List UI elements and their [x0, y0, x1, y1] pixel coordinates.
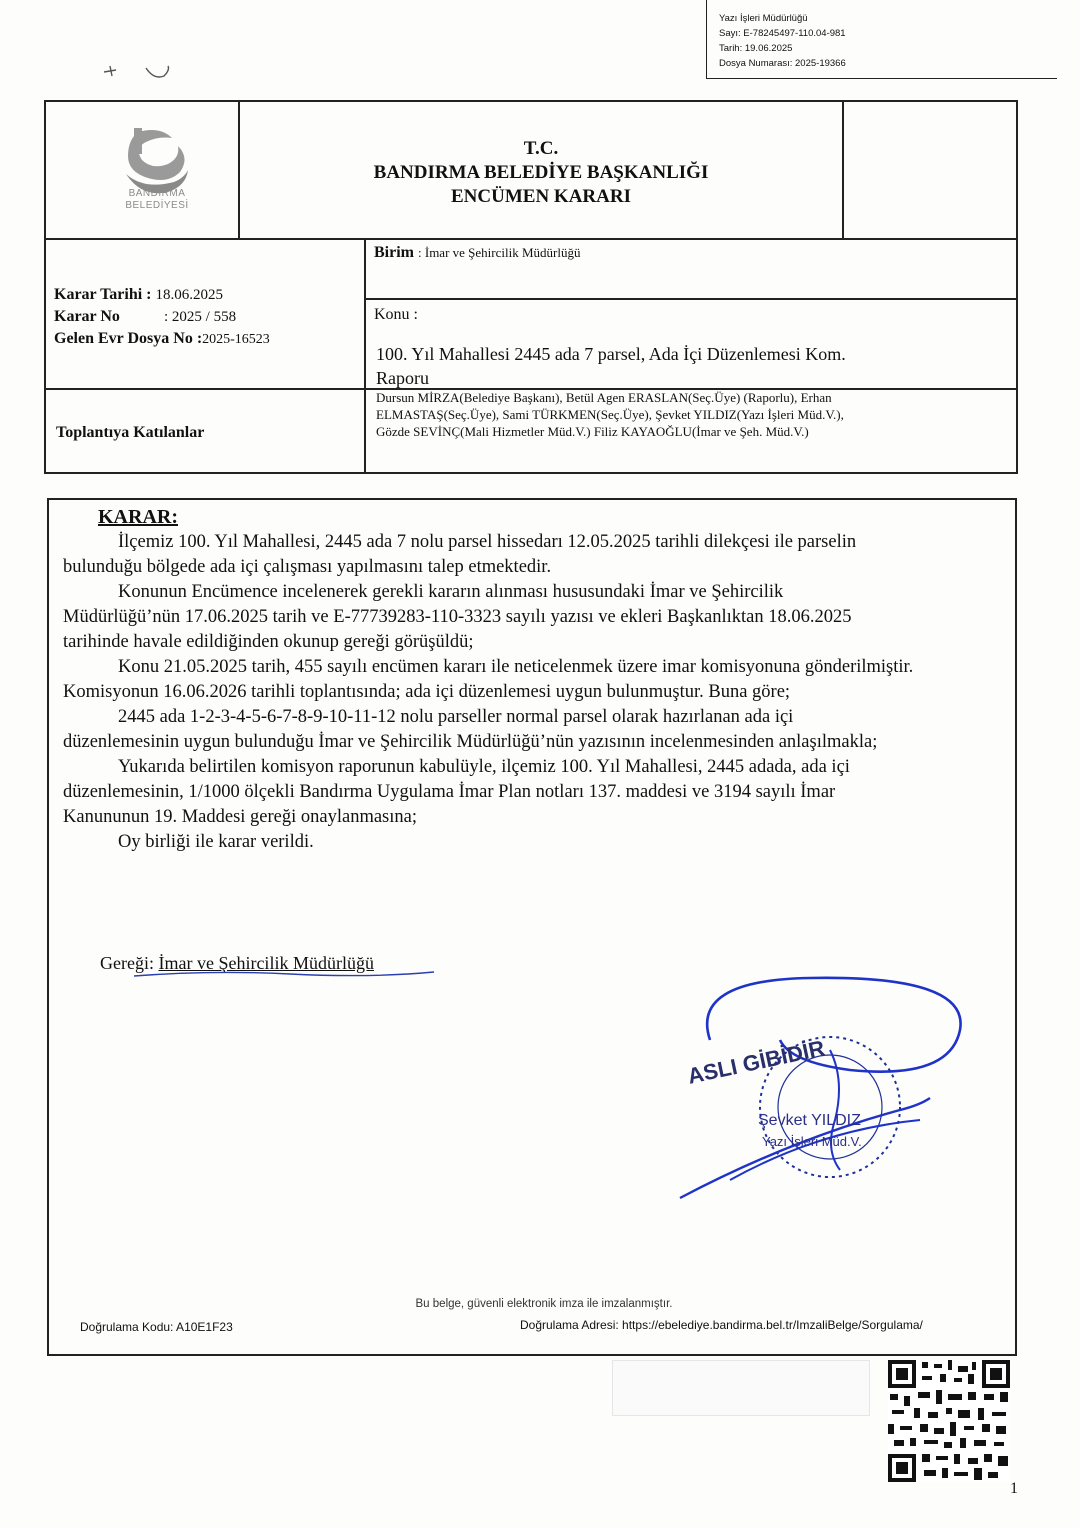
page-number: 1	[1010, 1480, 1018, 1497]
stamp-date: Tarih: 19.06.2025	[719, 43, 793, 54]
karar-tarihi-value: 18.06.2025	[155, 287, 223, 303]
decision-meta	[54, 284, 359, 351]
verification-code: Doğrulama Kodu: A10E1F23	[80, 1320, 233, 1334]
certification-stamp	[670, 970, 990, 1220]
registration-stamp-box	[706, 0, 1057, 79]
karar-line: Kanununun 19. Maddesi gereği onaylanmasına;	[63, 807, 417, 827]
header-tc: T.C.	[523, 138, 559, 159]
header-municipality: BANDIRMA BELEDİYE BAŞKANLIĞI	[373, 162, 709, 183]
e-signature-note: Bu belge, güvenli elektronik imza ile imzalanmıştır.	[415, 1298, 673, 1310]
karar-line: Komisyonun 16.06.2026 tarihli toplantısında; ada içi düzenlemesi uygun bulunmuştur. Buna göre;	[63, 682, 791, 702]
karar-tarihi-label: Karar Tarihi :	[54, 286, 152, 303]
karar-line: tarihinde havale edildiğinden okunup gereği görüşüldü;	[63, 632, 474, 652]
asli-gibidir-stamp: ASLI GİBİDİR	[685, 1035, 827, 1089]
gelen-evrak-value: 2025-16523	[202, 332, 270, 347]
karar-line: düzenlemesinin, 1/1000 ölçekli Bandırma Uygulama İmar Plan notları 137. maddesi ve 3194 sayılı İmar	[63, 782, 836, 802]
stamp-file-number: Dosya Numarası: 2025-19366	[719, 58, 846, 69]
karar-line: Müdürlüğü’nün 17.06.2025 tarih ve E-77739283-110-3323 sayılı yazısı ve ekleri Başkanlıktan 18.06.2025	[63, 607, 852, 627]
geregi-value: İmar ve Şehircilik Müdürlüğü	[158, 953, 374, 973]
katilanlar-line-2: ELMASTAŞ(Seç.Üye), Sami TÜRKMEN(Seç.Üye), Şevket YILDIZ(Yazı İşleri Müd.V.),	[376, 407, 844, 422]
katilanlar-label: Toplantıya Katılanlar	[56, 424, 205, 441]
gelen-evrak-label: Gelen Evr Dosya No :	[54, 330, 203, 347]
verification-address: Doğrulama Adresi: https://ebelediye.bandirma.bel.tr/ImzaliBelge/Sorgulama/	[520, 1318, 923, 1332]
karar-line: Oy birliği ile karar verildi.	[118, 832, 314, 852]
karar-no-label: Karar No	[54, 308, 120, 325]
qr-code-icon	[888, 1360, 1010, 1482]
stamp-number: Sayı: E-78245497-110.04-981	[719, 28, 846, 39]
karar-line: bulunduğu bölgede ada içi çalışması yapılmasını talep etmektedir.	[63, 557, 552, 577]
stamp-title: Yazı İşleri Müd.V.	[762, 1134, 862, 1149]
katilanlar-list	[376, 389, 1016, 440]
karar-line: Konu 21.05.2025 tarih, 455 sayılı encümen kararı ile neticelenmek üzere imar komisyonuna gönderilmiştir.	[118, 657, 914, 677]
faint-stamp-bleed	[612, 1360, 870, 1416]
logo-text-line2: BELEDİYESİ	[125, 200, 189, 211]
karar-heading: KARAR:	[98, 506, 178, 528]
karar-line: Konunun Encümence incelenerek gerekli kararın alınması hususundaki İmar ve Şehircilik	[118, 582, 784, 602]
karar-no-value: : 2025 / 558	[164, 309, 237, 325]
stamp-unit: Yazı İşleri Müdürlüğü	[719, 13, 808, 24]
municipality-logo	[98, 124, 216, 222]
karar-line: İlçemiz 100. Yıl Mahallesi, 2445 ada 7 nolu parsel hissedarı 12.05.2025 tarihli dilekçesi ile parselin	[118, 532, 857, 552]
konu-label: Konu :	[374, 306, 418, 323]
katilanlar-line-3: Gözde SEVİNÇ(Mali Hizmetler Müd.V.) Filiz KAYAOĞLU(İmar ve Şeh. Müd.V.)	[376, 424, 809, 439]
decision-header-table	[44, 100, 1018, 474]
konu-line-2: Raporu	[376, 368, 429, 388]
handwritten-mark	[96, 58, 186, 88]
karar-line: 2445 ada 1-2-3-4-5-6-7-8-9-10-11-12 nolu parseller normal parsel olarak hazırlanan ada içi	[118, 707, 794, 727]
logo-text-line1: BANDIRMA	[128, 188, 186, 199]
karar-line: düzenlemesinin uygun bulunduğu İmar ve Şehircilik Müdürlüğü’nün yazısının incelenmesinden anlaşılmakla;	[63, 732, 878, 752]
birim-label: Birim	[374, 244, 414, 261]
karar-line: Yukarıda belirtilen komisyon raporunun kabulüyle, ilçemiz 100. Yıl Mahallesi, 2445 adada, ada içi	[118, 757, 850, 777]
konu-line-1: 100. Yıl Mahallesi 2445 ada 7 parsel, Ada İçi Düzenlemesi Kom.	[376, 344, 846, 364]
birim-value: : İmar ve Şehircilik Müdürlüğü	[418, 245, 581, 260]
birim	[374, 244, 580, 262]
karar-text	[63, 530, 1008, 855]
katilanlar-line-1: Dursun MİRZA(Belediye Başkanı), Betül Agen ERASLAN(Seç.Üye) (Raporlu), Erhan	[376, 390, 832, 405]
geregi-label: Gereği:	[100, 953, 154, 973]
header-doc-type: ENCÜMEN KARARI	[451, 186, 631, 207]
konu-text	[376, 342, 1006, 390]
underline-scribble	[130, 968, 440, 982]
stamp-name: Şevket YILDIZ	[758, 1112, 861, 1129]
